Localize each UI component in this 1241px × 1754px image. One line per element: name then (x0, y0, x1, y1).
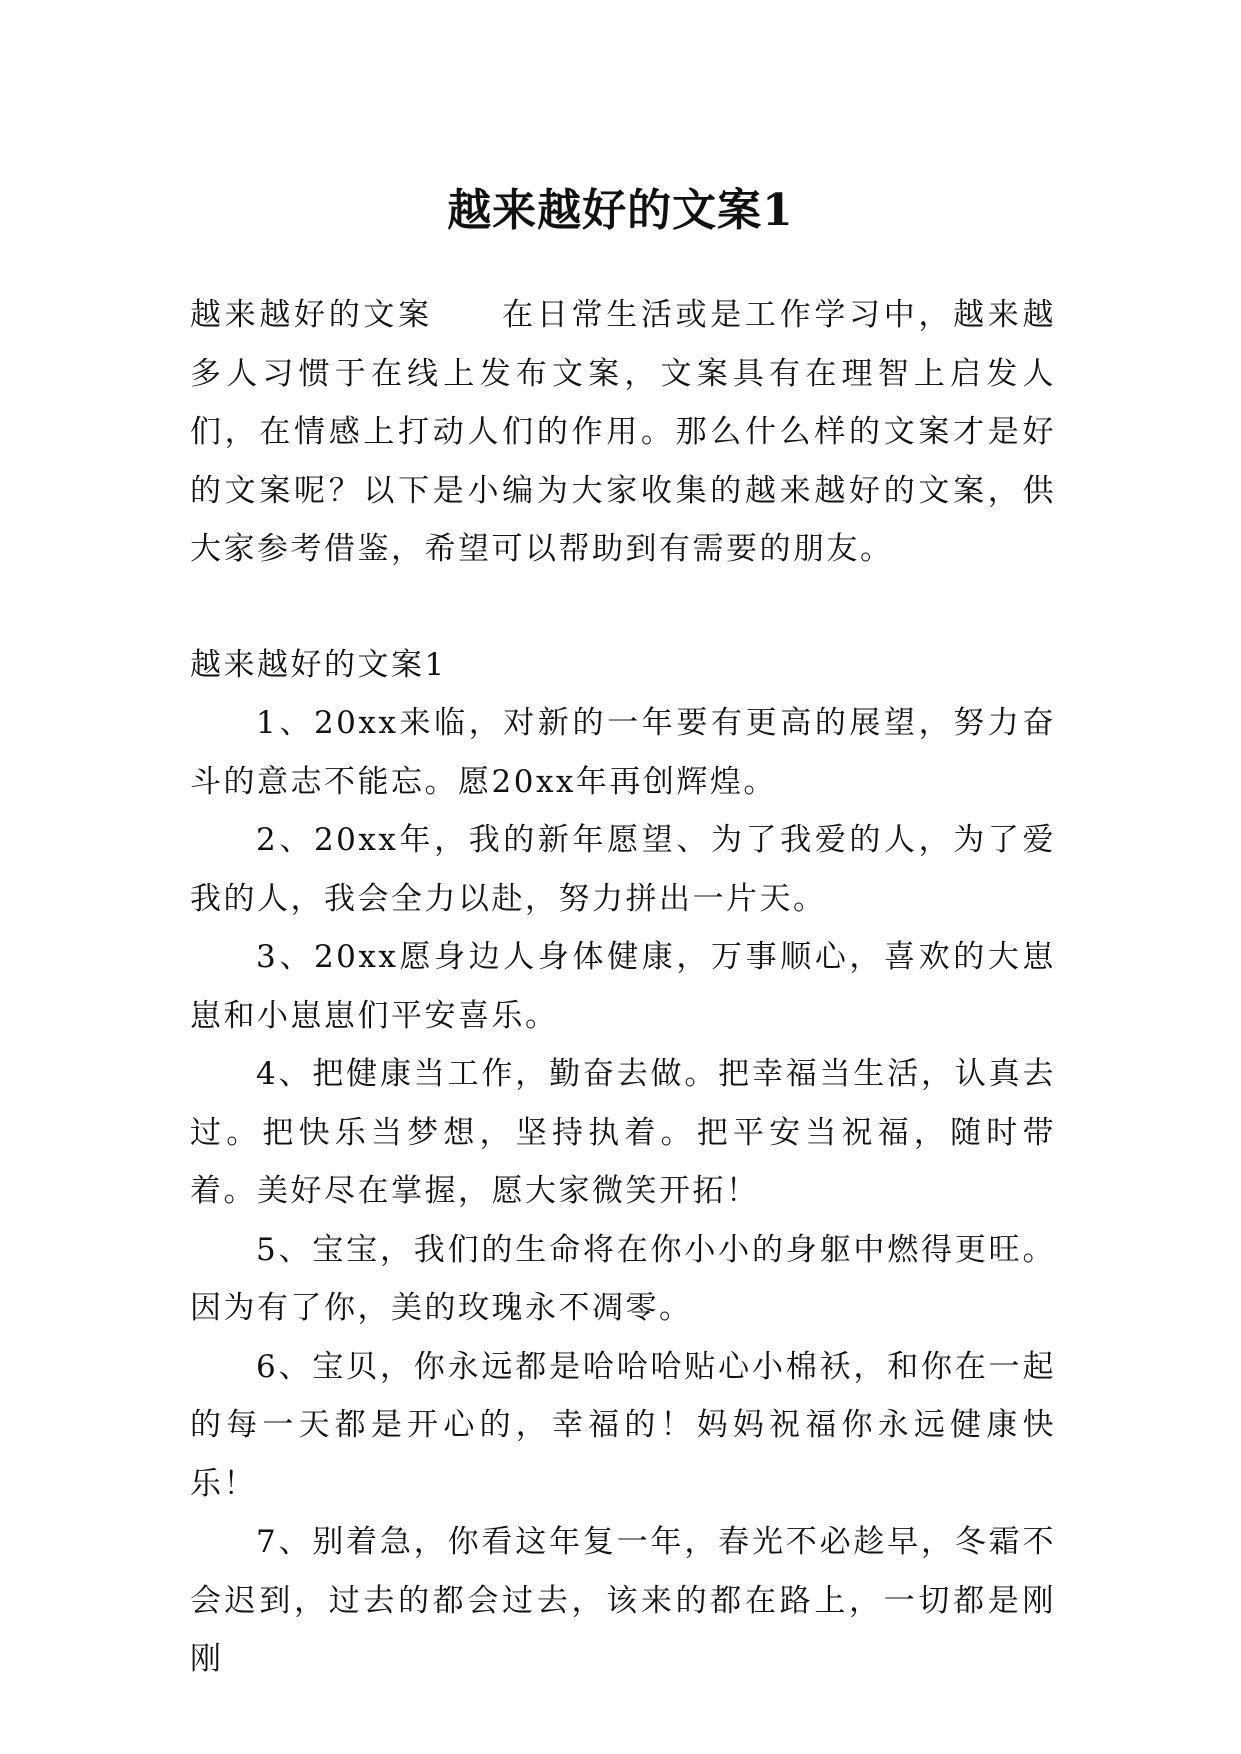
list-item: 5、宝宝，我们的生命将在你小小的身躯中燃得更旺。因为有了你，美的玫瑰永不凋零。 (190, 1231, 1056, 1326)
section-heading: 越来越好的文案1 (190, 647, 447, 683)
intro-paragraph: 越来越好的文案 在日常生活或是工作学习中，越来越多人习惯于在线上发布文案，文案具有在理智上启发人们，在情感上打动人们的作用。那么什么样的文案才是好的文案呢？以下是小编为大家收集的越来越好的文案，供大家参考借鉴，希望可以帮助到有需要的朋友。 (190, 297, 1056, 567)
list-item: 7、别着急，你看这年复一年，春光不必趁早，冬霜不会迟到，过去的都会过去，该来的都在路上，一切都是刚刚 (190, 1524, 1056, 1677)
list-item: 4、把健康当工作，勤奋去做。把幸福当生活，认真去过。把快乐当梦想，坚持执着。把平安当祝福，随时带着。美好尽在掌握，愿大家微笑开拓！ (190, 1056, 1056, 1209)
list-item: 3、20xx愿身边人身体健康，万事顺心，喜欢的大崽崽和小崽崽们平安喜乐。 (190, 939, 1056, 1034)
item-list (190, 694, 1056, 1689)
list-item: 2、20xx年，我的新年愿望、为了我爱的人，为了爱我的人，我会全力以赴，努力拼出一片天。 (190, 822, 1056, 917)
list-item: 1、20xx来临，对新的一年要有更高的展望，努力奋斗的意志不能忘。愿20xx年再创辉煌。 (190, 705, 1056, 800)
page-title: 越来越好的文案1 (447, 185, 794, 237)
list-item: 6、宝贝，你永远都是哈哈哈贴心小棉袄，和你在一起的每一天都是开心的，幸福的！妈妈祝福你永远健康快乐！ (190, 1348, 1056, 1502)
